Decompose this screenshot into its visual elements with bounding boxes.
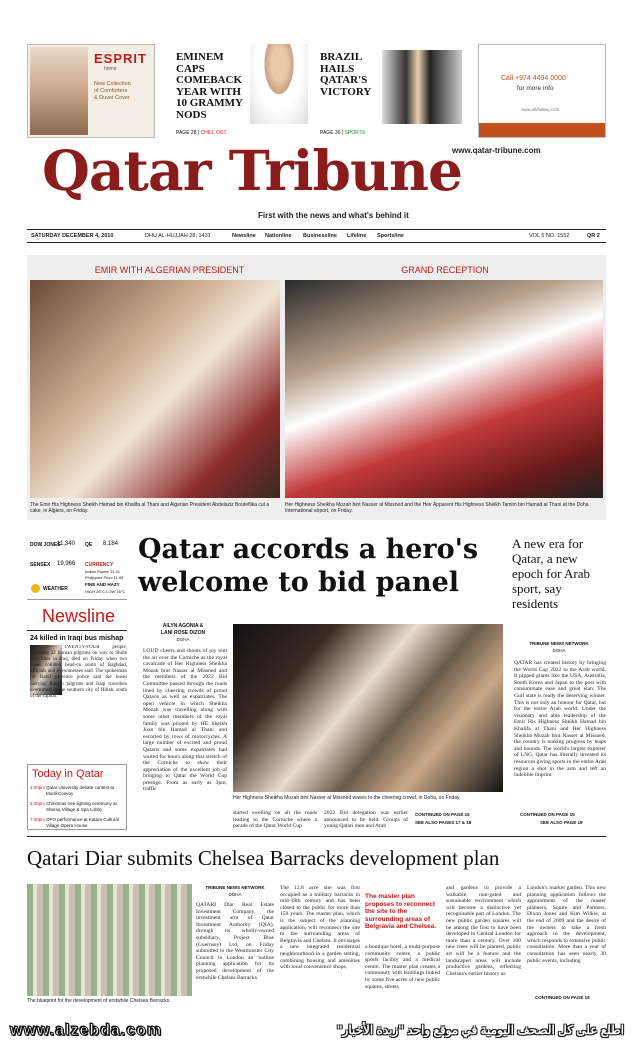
newsline-body: TWENTY-FOUR people, including 22 Iranian pilgrims on way to Shiite holy sites in Iraq, died on Friday when two buses collided head-on south of Baghdad, officials and eyewitnesses said. The spokesman for Babil province police said the buses carrying Iranian pilgrims and Iraqi travellers overturned in the southern city of Hillah, south of the capital. [30,645,127,699]
promo-eminem-text: EMINEM CAPS COMEBACK YEAR WITH 10 GRAMMY NODS [176,51,243,121]
bottom-rule [27,836,606,837]
promo-brazil-page: PAGE 36 | SPORTS [320,130,366,136]
masthead-url[interactable]: www.qatar-tribune.com [452,146,541,155]
side-body: QATAR has created history by bringing the World Cup 2022 to the Arab world. It pipped giants like the USA, Australia, South Korea and Japan to the post with consummate ease and great élan. The Gulf state is ready the deserving winner. This is not only an honour for Qatar, but for the entire Arab world. Under the visionary and able leadership of the Emir His Highness Sheikh Hamad bin Khalifa al Thani and Her Highness Sheikha Mozah bint Nasser al Missned, the country is making progress by leaps and bounds. The world's largest exporter of LNG, Qatar has liberally invested its resources giving sports in the entire Arab region a shot in the arm and left an indelible imprint [514,660,606,779]
side-continued[interactable]: CONTINUED ON PAGE 15 [520,812,575,817]
lead-photo-caption: Her Highness Sheikha Mozah bint Nasser al Missned waves to the cheering crowd, in Doha, on Friday. [233,795,461,801]
esprit-brand: ESPRIT [94,51,147,66]
weather-label: WEATHER [43,586,68,592]
section-lifeline[interactable]: Lifeline [347,233,367,239]
masthead-title: Qatar Tribune [42,138,462,203]
promo-brazil[interactable] [316,44,466,138]
bottom-col-4: and gardens to provide a walkable, non-gated and sustainable environment which will become a distinctive yet recognisable part of London. The new public garden squares will be among the first to have been developed in Central London for more than a century. Over 100 new trees will be planted, public art will be a feature and the landscaped areas will include productive gardens, reflecting Chelsea's earlier history as [446,885,521,977]
esprit-line1: New Collection [94,81,131,87]
watermark-bar [0,1010,632,1047]
esprit-line3: & Duvet Cover [94,95,130,101]
masthead-price: QR 2 [587,233,600,239]
newsline-headline: 24 killed in Iraqi bus mishap [30,635,124,642]
promo-brazil-section: SPORTS [344,130,366,136]
masthead-rule-top [27,229,606,230]
lead-headline[interactable]: Qatar accords a hero's welcome to bid panel [138,534,479,598]
masthead-rule-bottom [27,242,606,243]
watermark-url[interactable]: www.alzebda.com [10,1022,163,1039]
section-businessline[interactable]: Businessline [303,233,337,239]
lead-col-2: started swelling on all the roads leading to the Corniche where a parade of the Qatar World Cup [233,810,317,830]
promo-eminem-page-num: PAGE 28 [176,130,197,136]
today-text-2: Christmas tree lighting ceremony at Sheraq Village & Spa Lobby [46,801,117,812]
lead-continued[interactable]: CONTINUED ON PAGE 15 [415,812,470,817]
bottom-col-1: QATARI Diar Real Estate Investment Company, the investment arm of Qatar Investment Authority (QIA), through its wholly-owned subsidiary, Project Blue (Guernsey) Ltd, on Friday submitted to the Westminster City Council in London an 'outline planning application for its proposed development of the erstwhile Chelsea Barracks. [196,902,274,981]
left-photo-title: EMIR WITH ALGERIAN PRESIDENT [94,265,245,275]
bottom-col-3: a boutique hotel, a multi-purpose community centre, a public sports facility and a medical centre. The master plan creates a community with buildings linked by some five acres of new public squares, streets [365,944,440,990]
masthead-date: SATURDAY DECEMBER 4, 2010 [31,233,114,239]
masthead-volume: VOL 5 NO. 1552 [529,233,570,239]
section-sportsline[interactable]: Sportsline [377,233,404,239]
bottom-dateline: DOHA [228,892,242,897]
call-bar [479,123,605,137]
promo-brazil-page-num: PAGE 36 [320,130,341,136]
mozah-photo[interactable] [233,624,503,792]
today-time-3: 7:30pm [30,817,46,822]
emir-photo[interactable] [30,280,280,498]
fx-2: Philippine Peso 11.99 [85,575,124,580]
sensex-value: 19,966 [57,561,76,567]
bottom-col-2: The 12.8 acre site was first occupied as a military barracks in mid-19th century and has been closed to the public for more than 150 years. The master plan, which is the subject of the planning application, will reconnect the site to the surrounding areas of Belgravia and Chelsea. It envisages a new integrated residential neighbourhood in a garden setting, combining housing and amenities with local convenience shops, [280,885,360,971]
promo-brazil-text: BRAZIL HAILS QATAR'S VICTORY [320,51,372,98]
lead-byline-2: LANI ROSE DIZON [160,630,206,636]
weather-text: FINE AND HAZY [85,582,120,587]
section-nationline[interactable]: Nationline [265,233,292,239]
newsline-rule [27,630,127,631]
lead-byline-1: AILYN AGONIA & [162,623,204,629]
lead-col-3: 2022 Bid delegation was earlier announced to be held. Groups of young Qatari men and Arab [324,810,408,830]
qe-label: QE [85,542,93,548]
bottom-pullquote: The master plan proposes to reconnect the site to the surrounding areas of Belgravia and Chelsea. [365,893,437,930]
bottom-continued[interactable]: CONTINUED ON PAGE 15 [535,995,590,1000]
bottom-byline: TRIBUNE NEWS NETWORK [205,885,265,890]
lead-dateline: DOHA [176,637,190,642]
brazil-photo [382,50,462,124]
side-see-also[interactable]: SEE ALSO PAGE 19 [540,820,583,825]
masthead-hijri: DHU AL-HUJJAH 28, 1431 [145,233,211,239]
call-sub: for more info [517,85,554,92]
masthead-bar [27,231,606,242]
call-text: Call +974 4494 0000 [501,75,566,82]
left-photo-caption: The Emir His Highness Sheikh Hamad bin Khalifa al Thani and Algerian President Abdelaziz Bouteflika cut a cake, in Algiers, on Friday. [30,502,270,514]
side-dateline: DOHA [552,648,566,653]
sensex-label: SENSEX [30,562,51,568]
bottom-col-5: London's market garden. This new planning application follows the appointment of the master planners, Squire and Partners, Dixon Jones and Kim Wilkie, at the end of 2009 and the desire of the owners to take a fresh approach to the development, which responds to extensive public consultation. More than a year of consultation has seen nearly 30 public events, including [527,885,606,964]
lead-col-1: LOUD cheers and shouts of joy rent the air over the Corniche as the royal cavalcade of Her Highness Sheikha Mozah bint Nasser al Missned and the members of the 2022 Bid Committee passed through the roads lined by cheering crowds of proud Qataris as well as expatriates. The open vehicle in which Sheikha Mozah was travelling along with some other members of the royal family was piloted by HE Sheikh Joan bin Hamad al Thani and escorted by rows of motorcycles. A large number of excited and proud Qataris and some expatriates had waited for hours along that stretch of the Corniche to show their appreciation of the excellent job of bringing to Qatar the World Cup prestige. From as early as 3pm, traffic [143,648,227,793]
today-time-2: 5:30pm [30,801,46,806]
today-text-1: Qatar University debate contest at Modil Convoy [46,785,115,796]
call-ad[interactable] [478,44,606,138]
newsline-header: Newsline [42,606,116,626]
promo-eminem[interactable] [168,44,308,138]
esprit-sub: home [104,66,117,72]
side-headline[interactable]: A new era for Qatar, a new epoch for Arab sport, say residents [512,536,590,611]
esprit-ad[interactable] [27,44,155,138]
today-text-3: OPO performance at Katara Cultural Village Opera House [46,817,119,828]
reception-photo[interactable] [285,280,603,498]
barracks-plan-image[interactable] [27,884,192,996]
today-time-1: 4:00pm [30,785,46,790]
today-box [27,764,127,830]
right-photo-caption: Her Highness Sheikha Mozah bint Nasser al Missned and the Heir Apparent His Highness Sheikh Tamim bin Hamad al Thani at the Doha International airport, on Friday. [285,502,589,514]
weather-temp: HIGH 26°C LOW 16°C [85,589,126,594]
side-byline: TRIBUNE NEWS NETWORK [529,641,589,646]
qe-value: 8,184 [103,541,119,547]
dow-label: DOW JONES [30,542,61,548]
currency-label: CURRENCY [85,562,114,568]
sun-icon [31,584,40,593]
lead-see-also[interactable]: SEE ALSO PAGES 17 & 18 [415,820,472,825]
eminem-photo [250,44,308,124]
masthead-tagline: First with the news and what's behind it [258,211,409,220]
watermark-arabic: اطلع على كل الصحف اليومية في موقع واحد "زبدة الأخبار" [336,1023,624,1037]
right-photo-title: GRAND RECEPTION [401,265,489,275]
call-url: www.alkhaleej.com [521,107,560,112]
fx-1: Indian Rupee 12.31 [85,569,120,574]
dow-value: 11,340 [57,541,75,547]
today-header: Today in Qatar [32,768,104,780]
esprit-photo [30,47,88,135]
esprit-line2: of Comforters [94,88,128,94]
bottom-headline[interactable]: Qatari Diar submits Chelsea Barracks development plan [27,846,500,870]
barracks-caption: The blueprint for the development of erstwhile Chelsea Barracks. [27,998,171,1004]
markets-box [27,538,127,600]
section-newsline[interactable]: Newsline [232,233,256,239]
promo-eminem-section: CHILL OUT [200,130,227,136]
promo-eminem-page: PAGE 28 | CHILL OUT [176,130,227,136]
